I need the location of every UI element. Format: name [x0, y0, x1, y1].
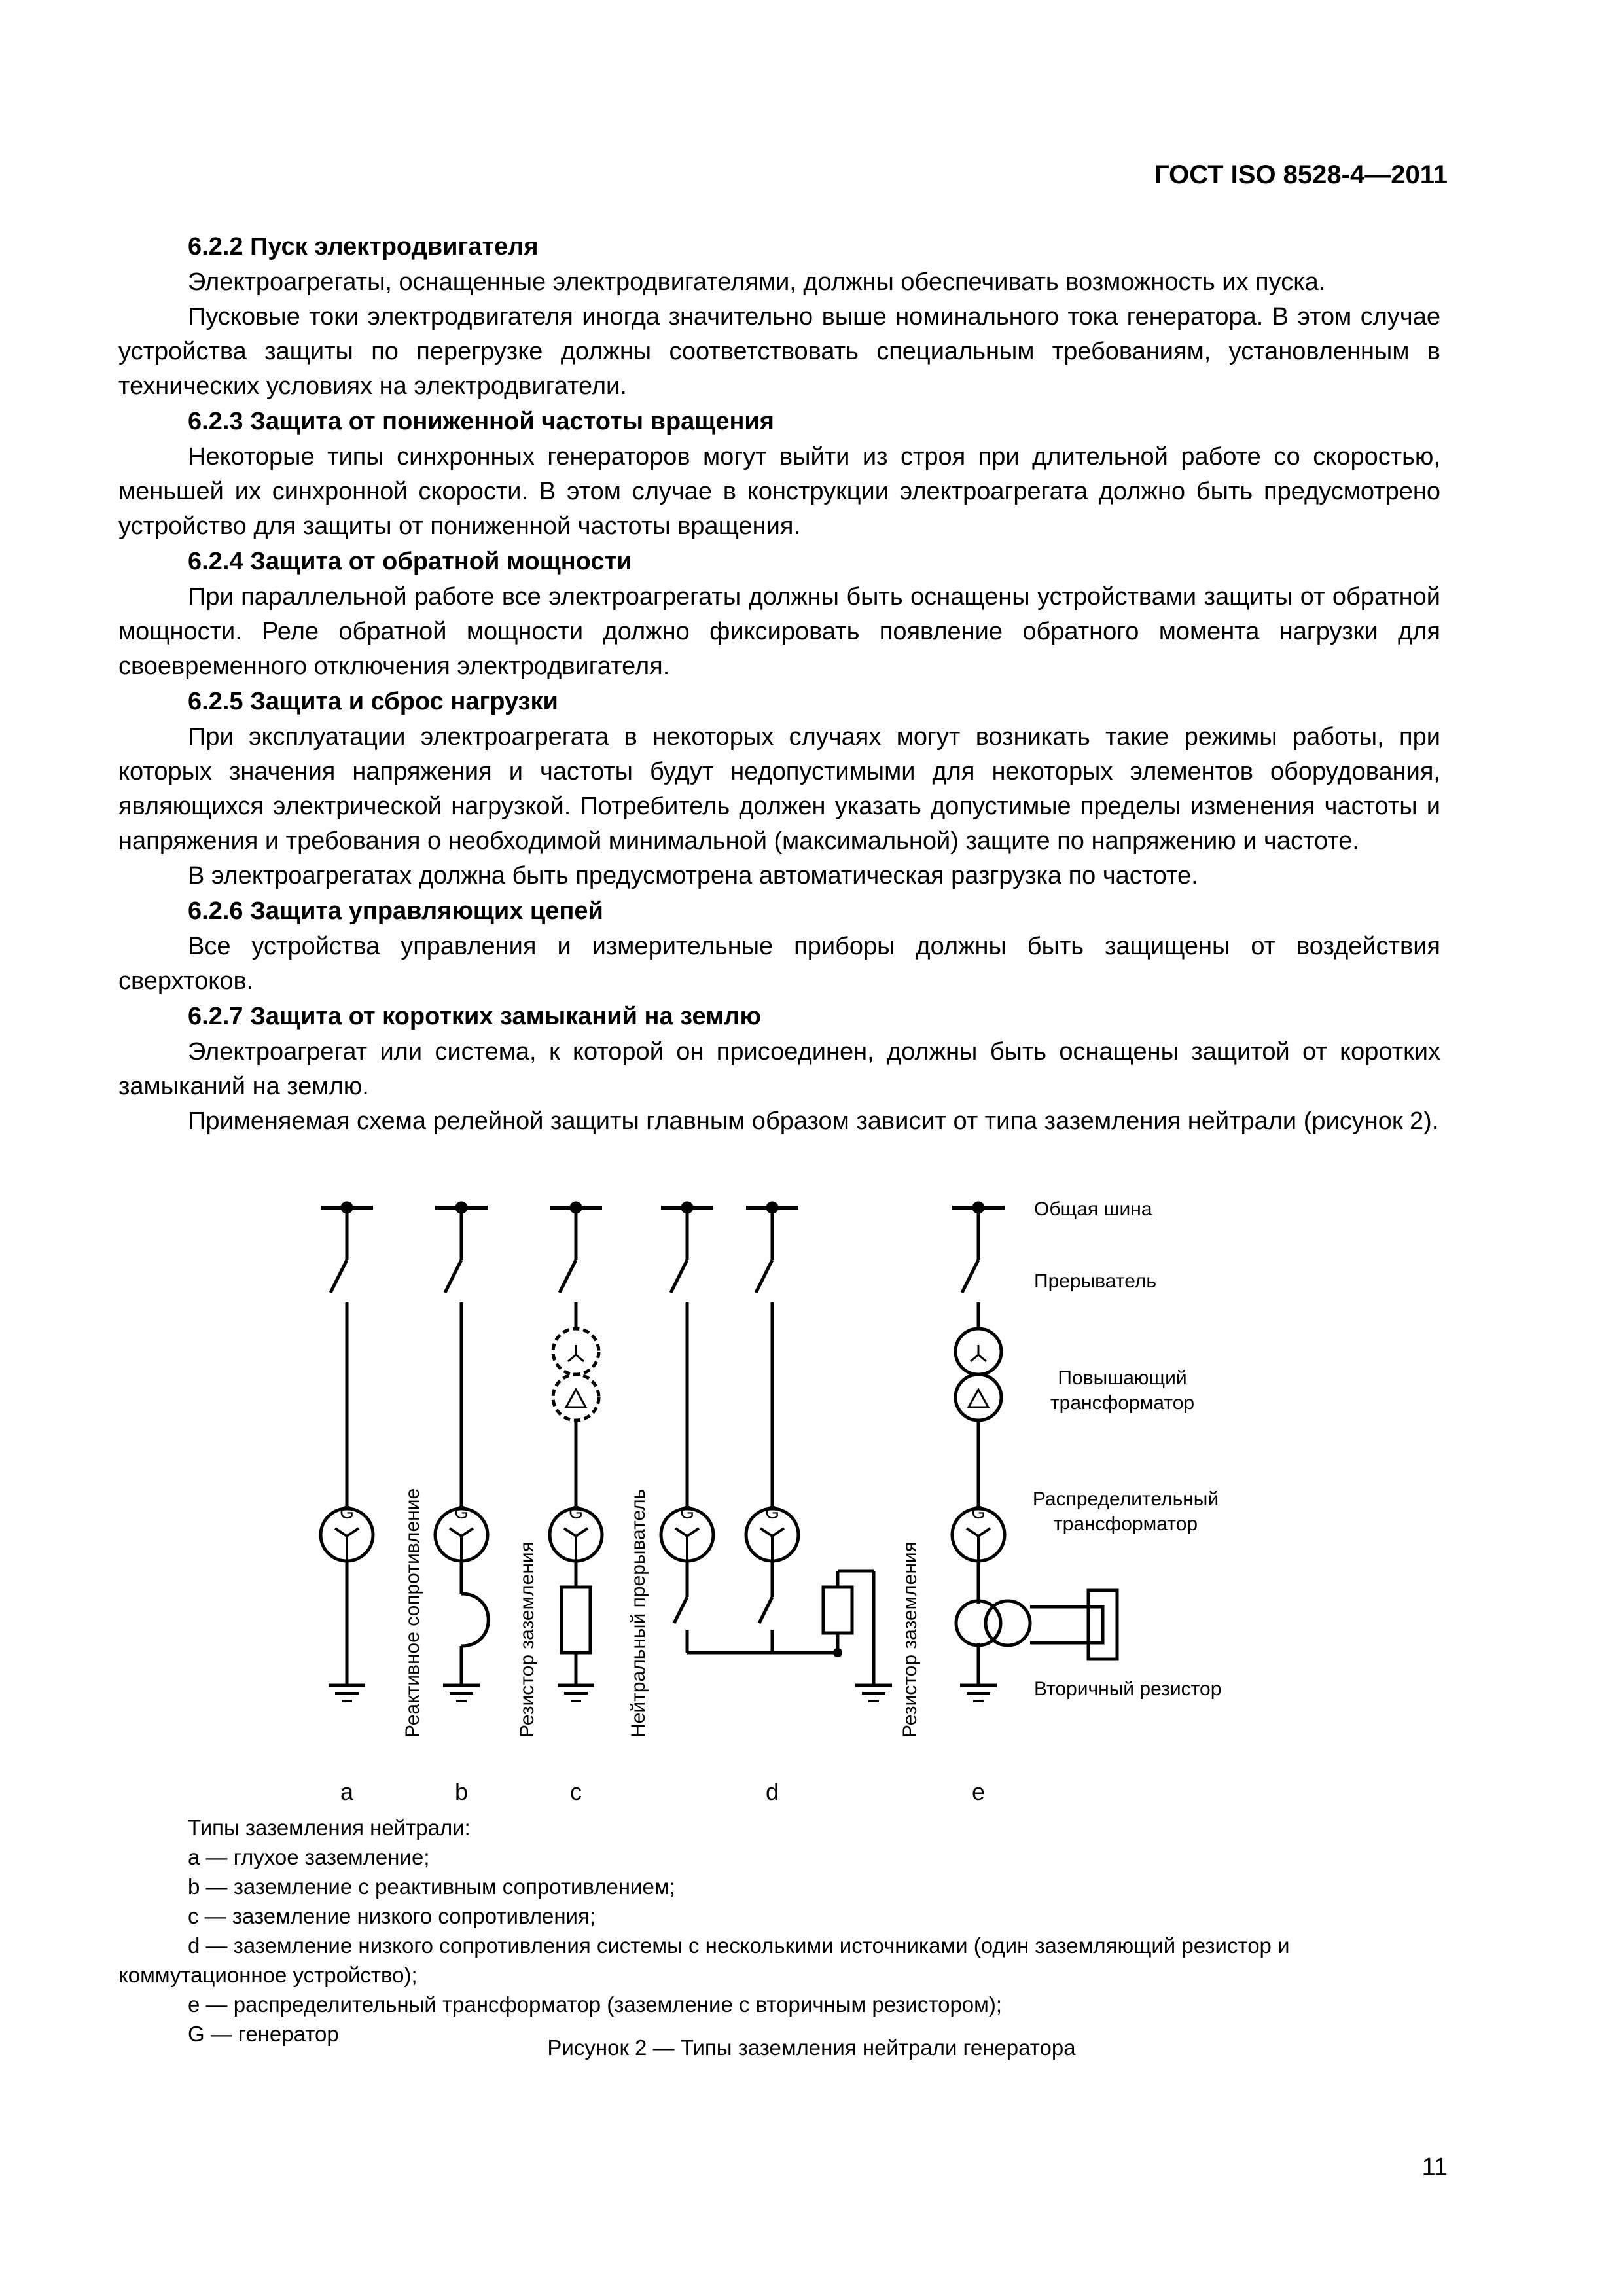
paragraph: При эксплуатации электроагрегата в некоторых случаях могут возникать такие режимы работы, при которых значения напряжения и частоты будут недопустимыми для некоторых элементов оборудования, являющихся электрической нагрузкой. Потребитель должен указать допустимые пределы изменения частоты и напряжения и требования о необходимой минимальной (максимальной) защите по напряжению и частоте. [118, 723, 1440, 855]
figure-legend [118, 1813, 1440, 2049]
neutral-breaker-label: Нейтральный прерыватель [628, 1488, 649, 1738]
label-distribution-1: Распределительный [1032, 1488, 1219, 1510]
column-label-b: b [454, 1778, 469, 1803]
legend-item: c — заземление низкого сопротивления; [188, 1904, 596, 1928]
label-distribution-2: трансформатор [1053, 1513, 1198, 1535]
section-heading: 6.2.2 Пуск электродвигателя [188, 233, 539, 260]
label-step-up-1: Повышающий [1058, 1367, 1187, 1389]
column-label-c: c [570, 1778, 582, 1803]
figure-caption: Рисунок 2 — Типы заземления нейтрали генератора [547, 2036, 1076, 2060]
generator-symbol: G [971, 1502, 986, 1522]
paragraph: Все устройства управления и измерительные приборы должны быть защищены от воздействия сверхтоков. [118, 933, 1440, 995]
junction-dot [833, 1648, 842, 1657]
paragraph: При параллельной работе все электроагрегаты должны быть оснащены устройствами защиты от обратной мощности. Реле обратной мощности должно фиксировать появление обратного момента нагрузки для своевременного отключения электродвигателя. [118, 583, 1440, 680]
generator-symbol: G [454, 1502, 469, 1522]
legend-item: e — распределительный трансформатор (заземление с вторичным резистором); [188, 1992, 1003, 2017]
section-heading: 6.2.6 Защита управляющих цепей [188, 897, 603, 925]
legend-item: d — заземление низкого сопротивления системы с несколькими источниками (один заземляющий резистор и коммутационное устройство); [118, 1933, 1290, 1987]
paragraph: Применяемая схема релейной защиты главным образом зависит от типа заземления нейтрали (рисунок 2). [188, 1107, 1439, 1135]
section-heading: 6.2.7 Защита от коротких замыканий на землю [188, 1003, 761, 1030]
body-text [118, 229, 1440, 1139]
document-header: ГОСТ ISO 8528-4—2011 [1154, 160, 1448, 189]
legend-item: G — генератор [188, 2022, 339, 2046]
column-label-e: e [971, 1778, 986, 1803]
legend-item: b — заземление с реактивным сопротивлением; [188, 1874, 675, 1899]
label-bus: Общая шина [1034, 1198, 1152, 1220]
column-c [550, 1203, 602, 1701]
label-secondary-resistor: Вторичный резистор [1034, 1678, 1222, 1700]
generator-symbol: G [340, 1502, 354, 1522]
grounding-diagram [0, 1188, 1623, 1803]
section-heading: 6.2.5 Защита и сброс нагрузки [188, 688, 558, 715]
paragraph: Пусковые токи электродвигателя иногда значительно выше номинального тока генератора. В этом случае устройства защиты по перегрузке должны соответствовать специальным требованиям, установленным в технических условиях на электродвигатели. [118, 303, 1440, 400]
reactance-label: Реактивное сопротивление [402, 1488, 423, 1738]
paragraph: Электроагрегат или система, к которой он присоединен, должны быть оснащены защитой от коротких замыканий на землю. [118, 1038, 1440, 1100]
legend-item: a — глухое заземление; [188, 1845, 430, 1869]
ground-resistor-label: Резистор заземления [516, 1541, 538, 1738]
legend-title: Типы заземления нейтрали: [188, 1816, 471, 1840]
paragraph: Электроагрегаты, оснащенные электродвигателями, должны обеспечивать возможность их пуска. [188, 268, 1326, 296]
generator-symbol: G [680, 1502, 694, 1522]
generator-symbol: G [765, 1502, 779, 1522]
column-label-d: d [765, 1778, 779, 1803]
generator-symbol: G [569, 1502, 583, 1522]
paragraph: В электроагрегатах должна быть предусмотрена автоматическая разгрузка по частоте. [188, 862, 1198, 889]
column-a [321, 1203, 373, 1701]
column-b [435, 1203, 488, 1701]
section-heading: 6.2.3 Защита от пониженной частоты вращения [188, 408, 774, 435]
label-breaker: Прерыватель [1034, 1270, 1157, 1292]
section-heading: 6.2.4 Защита от обратной мощности [188, 548, 632, 575]
label-step-up-2: трансформатор [1050, 1392, 1195, 1414]
page-number: 11 [1421, 2153, 1448, 2181]
column-d [661, 1203, 892, 1701]
ground-resistor-label-d: Резистор заземления [899, 1541, 921, 1738]
column-label-a: a [340, 1778, 354, 1803]
paragraph: Некоторые типы синхронных генераторов могут выйти из строя при длительной работе со скоростью, меньшей их синхронной скорости. В этом случае в конструкции электроагрегата должно быть предусмотрено устройство для защиты от пониженной частоты вращения. [118, 443, 1440, 540]
